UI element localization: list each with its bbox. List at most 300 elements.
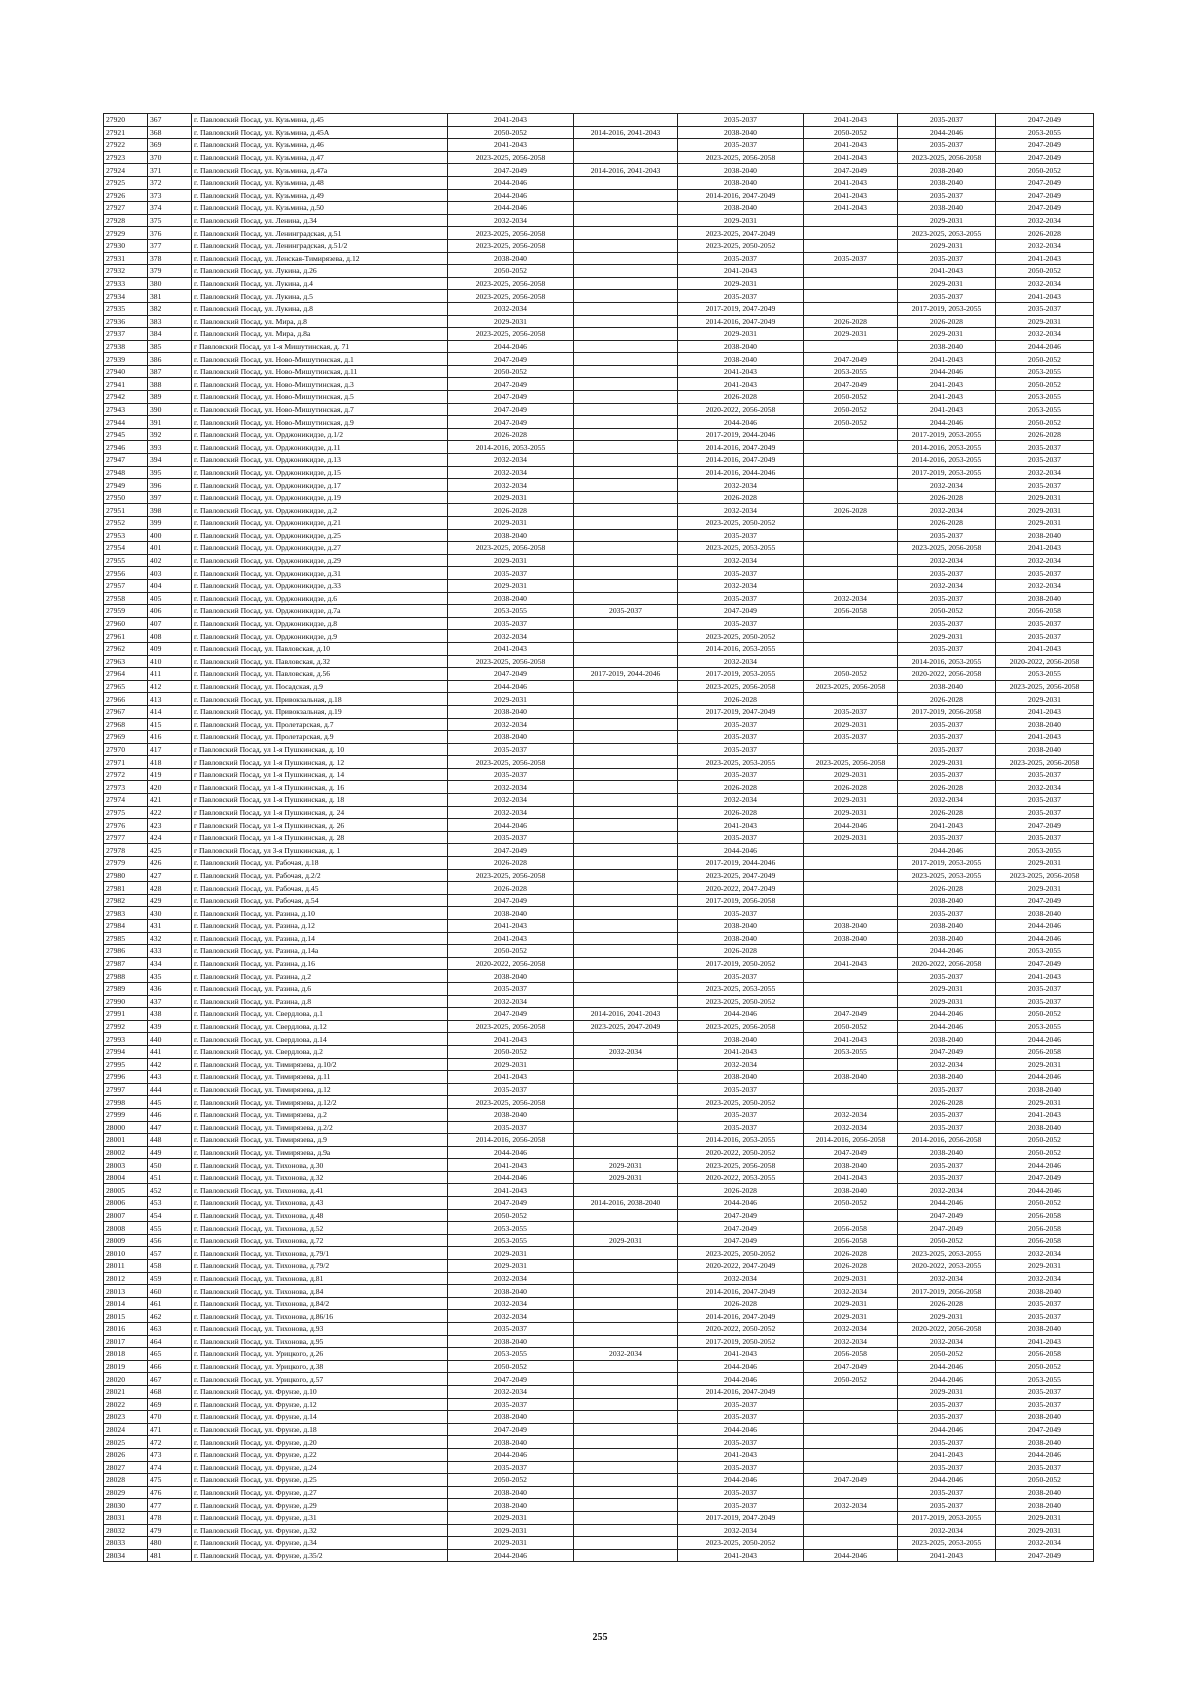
table-row [104,479,1094,492]
cell-period-6: 2035-2037 [996,1385,1094,1398]
cell-item-number: 395 [148,466,192,479]
cell-item-number: 404 [148,579,192,592]
cell-period-6: 2035-2037 [996,1461,1094,1474]
cell-period-1: 2038-2040 [448,1335,574,1348]
cell-period-2 [574,743,678,756]
table-row [104,403,1094,416]
table-row [104,554,1094,567]
cell-address: г. Павловский Посад, ул. Мира, д.8 [192,315,448,328]
table-row [104,328,1094,341]
cell-period-2 [574,176,678,189]
cell-period-4 [804,1083,898,1096]
cell-period-6: 2047-2049 [996,176,1094,189]
cell-period-5: 2041-2043 [898,378,996,391]
cell-period-4: 2053-2055 [804,1045,898,1058]
cell-period-1: 2044-2046 [448,176,574,189]
cell-period-1: 2023-2025, 2056-2058 [448,328,574,341]
cell-period-6: 2035-2037 [996,617,1094,630]
cell-item-number: 428 [148,882,192,895]
cell-period-1: 2032-2034 [448,466,574,479]
cell-period-1: 2047-2049 [448,844,574,857]
cell-period-4: 2023-2025, 2056-2058 [804,756,898,769]
cell-period-6: 2053-2055 [996,403,1094,416]
cell-period-1: 2050-2052 [448,1360,574,1373]
cell-record-id: 27956 [104,567,148,580]
cell-item-number: 447 [148,1121,192,1134]
cell-period-5: 2023-2025, 2056-2058 [898,542,996,555]
cell-record-id: 27963 [104,655,148,668]
cell-period-1: 2038-2040 [448,252,574,265]
cell-period-1: 2020-2022, 2056-2058 [448,957,574,970]
cell-period-2: 2017-2019, 2044-2046 [574,668,678,681]
cell-item-number: 413 [148,693,192,706]
cell-period-6: 2053-2055 [996,126,1094,139]
cell-record-id: 27940 [104,365,148,378]
cell-item-number: 387 [148,365,192,378]
cell-record-id: 27952 [104,517,148,530]
cell-record-id: 28032 [104,1524,148,1537]
cell-period-1: 2041-2043 [448,1159,574,1172]
cell-period-6: 2038-2040 [996,743,1094,756]
cell-period-2 [574,1108,678,1121]
cell-period-6: 2053-2055 [996,844,1094,857]
cell-record-id: 28001 [104,1134,148,1147]
cell-period-6: 2047-2049 [996,114,1094,127]
cell-period-1: 2023-2025, 2056-2058 [448,239,574,252]
cell-address: г. Павловский Посад, ул. Тихонова, д.48 [192,1209,448,1222]
cell-period-4: 2032-2034 [804,1121,898,1134]
cell-period-1: 2029-2031 [448,315,574,328]
cell-period-1: 2038-2040 [448,705,574,718]
cell-period-2 [574,151,678,164]
cell-period-6: 2032-2034 [996,579,1094,592]
cell-period-3: 2044-2046 [678,844,804,857]
cell-period-5: 2044-2046 [898,416,996,429]
cell-period-1: 2035-2037 [448,617,574,630]
cell-period-1: 2032-2034 [448,995,574,1008]
cell-record-id: 27928 [104,214,148,227]
cell-period-4 [804,857,898,870]
cell-item-number: 445 [148,1096,192,1109]
cell-item-number: 408 [148,630,192,643]
cell-period-4 [804,1511,898,1524]
cell-period-2 [574,1260,678,1273]
cell-period-6: 2035-2037 [996,794,1094,807]
cell-period-1: 2023-2025, 2056-2058 [448,655,574,668]
cell-record-id: 27941 [104,378,148,391]
cell-period-2 [574,567,678,580]
table-row [104,1159,1094,1172]
cell-period-5: 2032-2034 [898,1272,996,1285]
cell-period-1: 2050-2052 [448,945,574,958]
cell-period-4 [804,1486,898,1499]
cell-record-id: 28015 [104,1310,148,1323]
cell-record-id: 27992 [104,1020,148,1033]
cell-period-4: 2029-2031 [804,1272,898,1285]
cell-period-1: 2041-2043 [448,1184,574,1197]
cell-period-3: 2044-2046 [678,1008,804,1021]
cell-period-2 [574,454,678,467]
cell-period-4: 2056-2058 [804,1222,898,1235]
cell-period-2 [574,705,678,718]
table-row [104,1448,1094,1461]
cell-record-id: 27949 [104,479,148,492]
cell-period-3: 2038-2040 [678,920,804,933]
cell-period-5: 2023-2025, 2053-2055 [898,1247,996,1260]
cell-period-2: 2029-2031 [574,1171,678,1184]
cell-record-id: 28010 [104,1247,148,1260]
cell-period-4 [804,844,898,857]
cell-address: г. Павловский Посад, ул. Орджоникидзе, д.9 [192,630,448,643]
cell-period-1: 2032-2034 [448,302,574,315]
cell-period-4 [804,265,898,278]
cell-item-number: 460 [148,1285,192,1298]
cell-period-4 [804,441,898,454]
cell-period-4: 2041-2043 [804,114,898,127]
cell-period-2 [574,416,678,429]
cell-record-id: 28026 [104,1448,148,1461]
cell-period-3: 2035-2037 [678,1461,804,1474]
cell-period-3: 2035-2037 [678,970,804,983]
cell-address: г. Павловский Посад, ул. Тимирязева, д.10/2 [192,1058,448,1071]
cell-item-number: 455 [148,1222,192,1235]
cell-record-id: 27970 [104,743,148,756]
cell-record-id: 28005 [104,1184,148,1197]
cell-record-id: 27981 [104,882,148,895]
cell-period-6: 2056-2058 [996,1348,1094,1361]
cell-address: г. Павловский Посад, ул. Урицкого, д.26 [192,1348,448,1361]
cell-period-1: 2035-2037 [448,1398,574,1411]
cell-period-3: 2014-2016, 2047-2049 [678,315,804,328]
cell-address: г. Павловский Посад, ул. Фрунзе, д.35/2 [192,1549,448,1562]
cell-address: г. Павловский Посад, ул. Орджоникидзе, д.13 [192,454,448,467]
cell-address: г. Павловский Посад, ул. Разина, д.12 [192,920,448,933]
cell-address: г Павловский Посад, ул 1-я Пушкинская, д. 16 [192,781,448,794]
cell-period-1: 2032-2034 [448,781,574,794]
cell-period-1: 2029-2031 [448,1058,574,1071]
cell-period-1: 2053-2055 [448,605,574,618]
cell-record-id: 27942 [104,391,148,404]
table-row [104,1461,1094,1474]
cell-period-3: 2044-2046 [678,1373,804,1386]
cell-address: г. Павловский Посад, ул. Орджоникидзе, д.25 [192,529,448,542]
cell-period-2: 2014-2016, 2041-2043 [574,1008,678,1021]
cell-record-id: 28011 [104,1260,148,1273]
cell-period-2 [574,353,678,366]
cell-period-2 [574,894,678,907]
cell-period-3: 2032-2034 [678,554,804,567]
cell-period-5: 2035-2037 [898,1083,996,1096]
cell-record-id: 27947 [104,454,148,467]
cell-item-number: 452 [148,1184,192,1197]
cell-period-2 [574,995,678,1008]
cell-period-4 [804,1411,898,1424]
cell-item-number: 401 [148,542,192,555]
cell-record-id: 27960 [104,617,148,630]
cell-address: г. Павловский Посад, ул. Тимирязева, д.12 [192,1083,448,1096]
cell-record-id: 27933 [104,277,148,290]
cell-period-4: 2047-2049 [804,1360,898,1373]
cell-period-5: 2050-2052 [898,1234,996,1247]
cell-period-5: 2017-2019, 2053-2055 [898,857,996,870]
cell-period-5: 2050-2052 [898,1348,996,1361]
cell-item-number: 385 [148,340,192,353]
table-row [104,1436,1094,1449]
cell-item-number: 376 [148,227,192,240]
cell-period-5: 2020-2022, 2056-2058 [898,957,996,970]
cell-period-5: 2035-2037 [898,768,996,781]
cell-record-id: 27999 [104,1108,148,1121]
cell-address: г. Павловский Посад, ул. Ново-Мишутинская, д.3 [192,378,448,391]
cell-record-id: 27921 [104,126,148,139]
cell-address: г. Павловский Посад, ул. Разина, д.14а [192,945,448,958]
cell-item-number: 454 [148,1209,192,1222]
cell-period-2 [574,1297,678,1310]
cell-record-id: 28020 [104,1373,148,1386]
cell-period-5: 2026-2028 [898,1096,996,1109]
cell-period-2 [574,882,678,895]
cell-period-1: 2032-2034 [448,794,574,807]
cell-record-id: 28009 [104,1234,148,1247]
cell-period-4 [804,1209,898,1222]
cell-period-6: 2050-2052 [996,164,1094,177]
cell-period-6: 2035-2037 [996,479,1094,492]
cell-period-6: 2038-2040 [996,529,1094,542]
cell-address: г. Павловский Посад, ул. Орджоникидзе, д.7а [192,605,448,618]
table-row [104,932,1094,945]
cell-address: г. Павловский Посад, ул. Тимирязева, д.2 [192,1108,448,1121]
cell-item-number: 436 [148,982,192,995]
cell-period-1: 2050-2052 [448,126,574,139]
cell-period-4 [804,882,898,895]
cell-period-6: 2041-2043 [996,1335,1094,1348]
cell-period-1: 2044-2046 [448,1549,574,1562]
cell-period-3: 2032-2034 [678,479,804,492]
cell-period-6: 2047-2049 [996,1171,1094,1184]
cell-period-4 [804,995,898,1008]
cell-period-6: 2032-2034 [996,239,1094,252]
cell-period-3: 2035-2037 [678,831,804,844]
cell-period-4 [804,982,898,995]
table-row [104,378,1094,391]
cell-address: г. Павловский Посад, ул. Тихонова, д.41 [192,1184,448,1197]
cell-period-2 [574,479,678,492]
cell-item-number: 473 [148,1448,192,1461]
cell-period-4: 2023-2025, 2056-2058 [804,680,898,693]
table-row [104,1486,1094,1499]
cell-period-1: 2053-2055 [448,1234,574,1247]
cell-period-3: 2041-2043 [678,1045,804,1058]
cell-period-2 [574,340,678,353]
cell-period-4 [804,479,898,492]
cell-period-3: 2038-2040 [678,932,804,945]
cell-period-2 [574,428,678,441]
cell-period-4: 2050-2052 [804,1373,898,1386]
table-row [104,1511,1094,1524]
cell-period-2 [574,932,678,945]
cell-period-5: 2035-2037 [898,718,996,731]
cell-period-1: 2032-2034 [448,630,574,643]
cell-period-2 [574,1448,678,1461]
cell-address: г. Павловский Посад, ул. Разина, д.6 [192,982,448,995]
cell-address: г. Павловский Посад, ул. Привокзальная, д.19 [192,705,448,718]
cell-item-number: 393 [148,441,192,454]
cell-item-number: 435 [148,970,192,983]
table-row [104,1360,1094,1373]
table-row [104,1020,1094,1033]
cell-period-5: 2047-2049 [898,1209,996,1222]
cell-item-number: 377 [148,239,192,252]
cell-period-2 [574,239,678,252]
cell-period-5: 2032-2034 [898,1335,996,1348]
cell-period-2 [574,1335,678,1348]
cell-period-4 [804,554,898,567]
cell-item-number: 464 [148,1335,192,1348]
cell-period-1: 2023-2025, 2056-2058 [448,277,574,290]
cell-period-2 [574,831,678,844]
cell-period-4 [804,869,898,882]
cell-period-1: 2038-2040 [448,1486,574,1499]
cell-address: г Павловский Посад, ул 1-я Пушкинская, д. 28 [192,831,448,844]
table-row [104,680,1094,693]
table-row [104,1247,1094,1260]
table-row [104,491,1094,504]
cell-period-2 [574,1461,678,1474]
cell-period-2 [574,844,678,857]
cell-period-3: 2035-2037 [678,1108,804,1121]
cell-record-id: 27972 [104,768,148,781]
cell-address: г. Павловский Посад, ул. Рабочая, д.18 [192,857,448,870]
table-row [104,126,1094,139]
cell-item-number: 396 [148,479,192,492]
cell-period-5: 2026-2028 [898,1297,996,1310]
cell-period-4: 2047-2049 [804,353,898,366]
cell-period-1: 2023-2025, 2056-2058 [448,1020,574,1033]
cell-item-number: 421 [148,794,192,807]
cell-record-id: 27925 [104,176,148,189]
cell-period-6: 2050-2052 [996,265,1094,278]
cell-item-number: 371 [148,164,192,177]
cell-period-5: 2038-2040 [898,932,996,945]
cell-period-6: 2053-2055 [996,391,1094,404]
cell-address: г. Павловский Посад, ул. Рабочая, д.54 [192,894,448,907]
table-row [104,982,1094,995]
cell-period-3: 2038-2040 [678,176,804,189]
cell-address: г. Павловский Посад, ул. Тихонова, д.93 [192,1323,448,1336]
cell-period-5: 2032-2034 [898,1058,996,1071]
table-row [104,579,1094,592]
cell-period-3: 2032-2034 [678,579,804,592]
cell-record-id: 27936 [104,315,148,328]
cell-period-4: 2047-2049 [804,1146,898,1159]
cell-period-2 [574,1033,678,1046]
cell-period-6: 2053-2055 [996,945,1094,958]
cell-period-4 [804,1096,898,1109]
cell-period-1: 2047-2049 [448,416,574,429]
cell-period-6: 2044-2046 [996,1071,1094,1084]
cell-period-3: 2035-2037 [678,529,804,542]
cell-period-3: 2020-2022, 2047-2049 [678,882,804,895]
cell-period-6: 2056-2058 [996,1209,1094,1222]
cell-period-3: 2032-2034 [678,1058,804,1071]
cell-period-2 [574,1209,678,1222]
table-row [104,1385,1094,1398]
table-row [104,1524,1094,1537]
cell-period-6: 2041-2043 [996,542,1094,555]
cell-period-6: 2035-2037 [996,1398,1094,1411]
cell-period-3: 2035-2037 [678,139,804,152]
cell-address: г. Павловский Посад, ул. Фрунзе, д.10 [192,1385,448,1398]
cell-item-number: 414 [148,705,192,718]
cell-address: г. Павловский Посад, ул. Кузьмина, д.49 [192,189,448,202]
cell-period-6: 2047-2049 [996,151,1094,164]
cell-period-3: 2020-2022, 2050-2052 [678,1146,804,1159]
cell-period-6: 2032-2034 [996,781,1094,794]
cell-period-2 [574,1423,678,1436]
cell-item-number: 369 [148,139,192,152]
cell-address: г. Павловский Посад, ул. Тимирязева, д.9а [192,1146,448,1159]
table-row [104,517,1094,530]
table-row [104,1096,1094,1109]
cell-period-6: 2032-2034 [996,1247,1094,1260]
cell-period-3: 2026-2028 [678,693,804,706]
cell-period-6: 2029-2031 [996,315,1094,328]
cell-period-3: 2014-2016, 2047-2049 [678,454,804,467]
cell-item-number: 472 [148,1436,192,1449]
cell-period-1: 2029-2031 [448,1260,574,1273]
cell-record-id: 28031 [104,1511,148,1524]
cell-period-1: 2035-2037 [448,1461,574,1474]
cell-period-2 [574,1184,678,1197]
cell-record-id: 27977 [104,831,148,844]
cell-period-3: 2017-2019, 2047-2049 [678,705,804,718]
cell-record-id: 27959 [104,605,148,618]
cell-item-number: 419 [148,768,192,781]
cell-record-id: 27935 [104,302,148,315]
cell-item-number: 467 [148,1373,192,1386]
cell-item-number: 402 [148,554,192,567]
table-row [104,794,1094,807]
table-row [104,1474,1094,1487]
cell-item-number: 461 [148,1297,192,1310]
cell-period-5: 2038-2040 [898,202,996,215]
cell-item-number: 368 [148,126,192,139]
cell-record-id: 27931 [104,252,148,265]
table-row [104,819,1094,832]
cell-item-number: 389 [148,391,192,404]
cell-period-2 [574,957,678,970]
cell-period-3: 2026-2028 [678,491,804,504]
cell-period-4: 2038-2040 [804,1159,898,1172]
cell-period-2: 2029-2031 [574,1234,678,1247]
table-row [104,340,1094,353]
cell-period-2 [574,1474,678,1487]
cell-period-6: 2023-2025, 2056-2058 [996,869,1094,882]
cell-record-id: 27966 [104,693,148,706]
table-row [104,957,1094,970]
cell-period-1: 2044-2046 [448,1146,574,1159]
cell-period-3: 2020-2022, 2050-2052 [678,1323,804,1336]
cell-period-5: 2035-2037 [898,1411,996,1424]
cell-period-1: 2035-2037 [448,1083,574,1096]
cell-address: г. Павловский Посад, ул. Орджоникидзе, д.19 [192,491,448,504]
cell-period-6: 2047-2049 [996,1549,1094,1562]
cell-address: г. Павловский Посад, ул. Фрунзе, д.14 [192,1411,448,1424]
cell-item-number: 409 [148,642,192,655]
cell-period-1: 2050-2052 [448,1209,574,1222]
cell-record-id: 27988 [104,970,148,983]
cell-period-6: 2029-2031 [996,857,1094,870]
